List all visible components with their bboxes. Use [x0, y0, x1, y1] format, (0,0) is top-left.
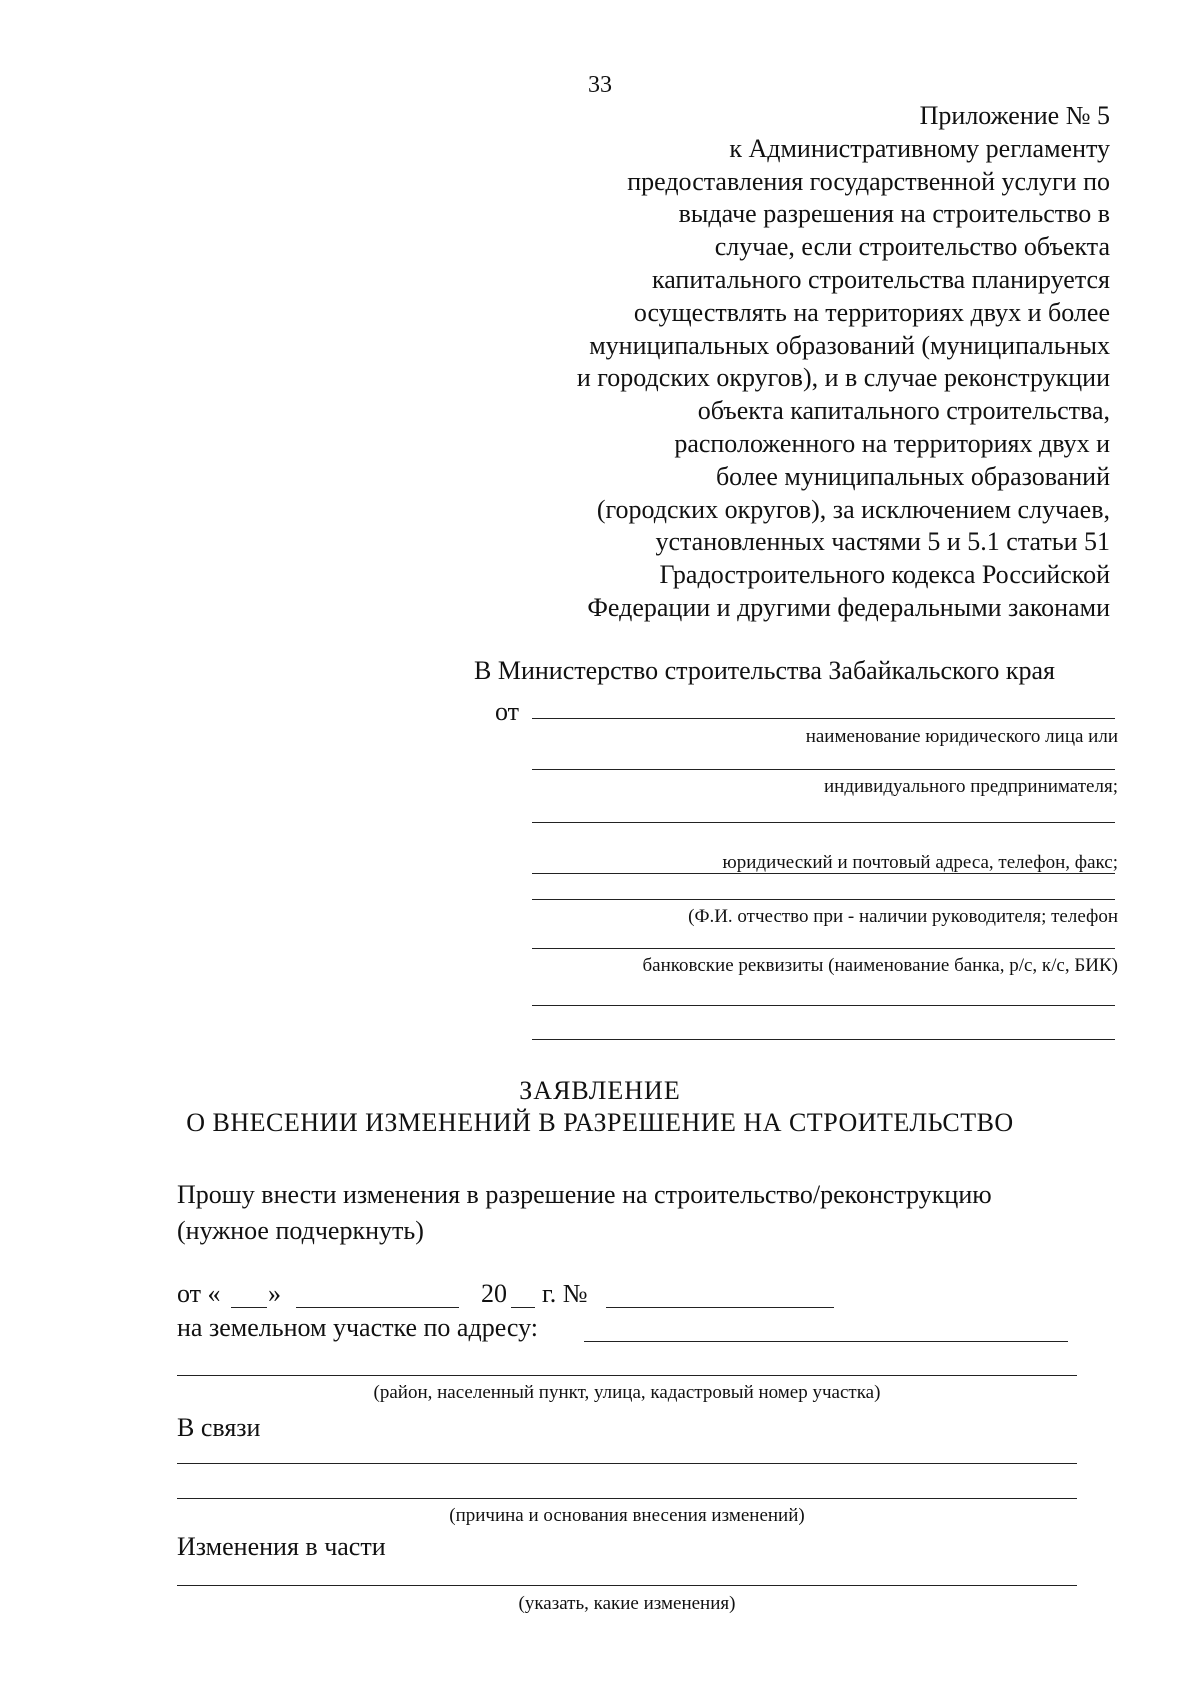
hint-addresses: юридический и почтовый адреса, телефон, факс;	[722, 852, 1118, 873]
day-field[interactable]	[231, 1307, 267, 1308]
applicant-field-2[interactable]	[532, 769, 1115, 770]
year-field[interactable]	[511, 1307, 535, 1308]
from-label: от	[495, 697, 520, 726]
address-field[interactable]	[532, 822, 1115, 823]
bank-field-2[interactable]	[532, 1005, 1115, 1006]
appendix-line: предоставления государственной услуги по	[627, 166, 1110, 196]
month-field[interactable]	[296, 1307, 459, 1308]
appendix-line: Приложение № 5	[919, 101, 1110, 130]
appendix-line: муниципальных образований (муниципальных	[589, 330, 1110, 360]
appendix-line: к Административному регламенту	[729, 133, 1110, 163]
hint-bank: банковские реквизиты (наименование банка, р/с, к/с, БИК)	[642, 955, 1118, 976]
reason-field[interactable]	[177, 1463, 1077, 1464]
hint-manager: (Ф.И. отчество при - наличии руководителя; телефон	[688, 906, 1118, 927]
appendix-header	[470, 100, 1110, 625]
document-subtitle: О ВНЕСЕНИИ ИЗМЕНЕНИЙ В РАЗРЕШЕНИЕ НА СТРОИТЕЛЬСТВО	[186, 1108, 1014, 1137]
appendix-line: (городских округов), за исключением случаев,	[596, 494, 1110, 524]
addressee-ministry: В Министерство строительства Забайкальского края	[474, 656, 1055, 685]
changes-field[interactable]	[177, 1585, 1077, 1586]
date-prefix: от «	[177, 1279, 221, 1308]
year-prefix: 20	[481, 1279, 507, 1308]
applicant-name-field[interactable]	[532, 718, 1115, 719]
changes-label: Изменения в части	[177, 1532, 386, 1561]
permit-number-field[interactable]	[606, 1307, 834, 1308]
request-note: (нужное подчеркнуть)	[177, 1216, 424, 1245]
address-label: на земельном участке по адресу:	[177, 1313, 538, 1342]
changes-caption: (указать, какие изменения)	[518, 1593, 736, 1614]
appendix-line: установленных частями 5 и 5.1 статьи 51	[655, 527, 1110, 557]
request-text: Прошу внести изменения в разрешение на строительство/реконструкцию	[177, 1180, 992, 1209]
manager-field[interactable]	[532, 899, 1115, 900]
address-caption: (район, населенный пункт, улица, кадастровый номер участка)	[373, 1382, 881, 1403]
appendix-line: капитального строительства планируется	[651, 264, 1110, 294]
date-close: »	[268, 1279, 281, 1308]
reason-label: В связи	[177, 1413, 261, 1442]
appendix-line: Градостроительного кодекса Российской	[659, 560, 1110, 590]
appendix-line: осуществлять на территориях двух и более	[633, 297, 1110, 327]
reason-field-2[interactable]	[177, 1498, 1077, 1499]
bank-field-3[interactable]	[532, 1039, 1115, 1040]
land-address-field-2[interactable]	[177, 1375, 1077, 1376]
page-number: 33	[588, 72, 612, 98]
appendix-line: случае, если строительство объекта	[714, 232, 1110, 262]
reason-caption: (причина и основания внесения изменений)	[449, 1505, 805, 1526]
hint-legal-entity: наименование юридического лица или	[805, 726, 1118, 747]
appendix-line: выдаче разрешения на строительство в	[678, 199, 1110, 229]
address-field-2[interactable]	[532, 873, 1115, 874]
bank-field[interactable]	[532, 948, 1115, 949]
appendix-line: более муниципальных образований	[715, 461, 1110, 491]
appendix-line: расположенного на территориях двух и	[674, 428, 1110, 458]
number-label: г. №	[542, 1279, 588, 1308]
appendix-line: и городских округов), и в случае реконструкции	[576, 363, 1110, 393]
hint-entrepreneur: индивидуального предпринимателя;	[824, 776, 1118, 797]
land-address-field[interactable]	[584, 1341, 1068, 1342]
document-title: ЗАЯВЛЕНИЕ	[519, 1076, 681, 1105]
appendix-line: объекта капитального строительства,	[697, 396, 1110, 426]
appendix-line: Федерации и другими федеральными законами	[587, 592, 1110, 622]
